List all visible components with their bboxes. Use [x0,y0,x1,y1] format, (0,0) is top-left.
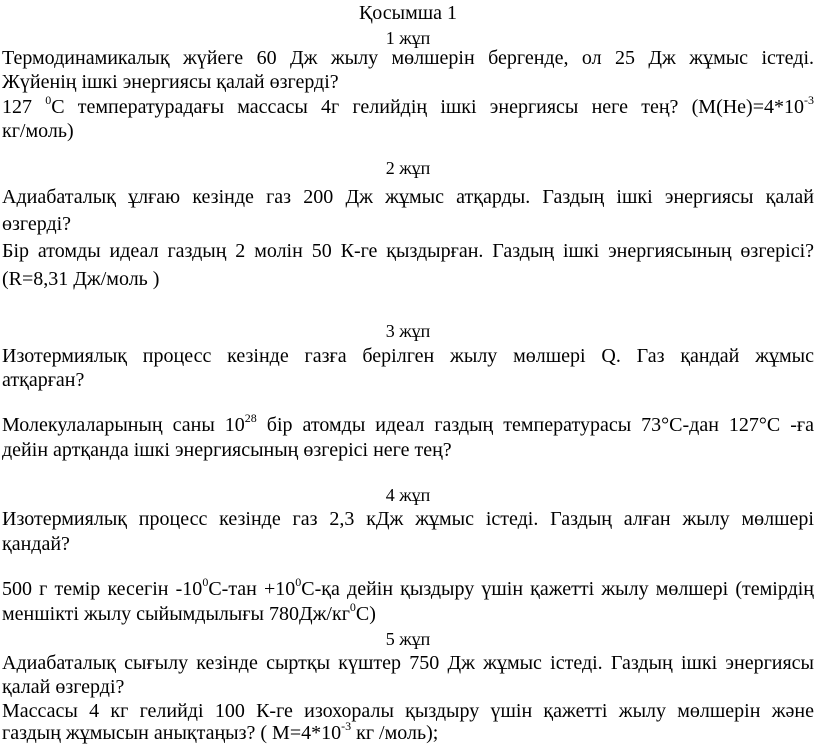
group-3-q2-line2: дейін артқанда ішкі энергиясының өзгерісі неге тең? [2,439,452,461]
group-1-q2-line1: 127 $^0$С температурадағы массасы 4г гелийдің ішкі энергиясы неге тең? ($M(He)=4*10^{-3}$ [2,93,814,118]
group-3-q1-line1: Изотермиялық процесс кезінде газға берілген жылу мөлшері Q. Газ қандай жұмыс [2,345,814,367]
doc-title: Қосымша 1 [358,2,458,24]
group-4-q1-line2: қандай? [2,533,70,555]
group-5-q1-line2: қалай өзгерді? [2,676,125,698]
group-2-q1-line1: Адиабаталық ұлғаю кезінде газ 200 Дж жұмыс атқарды. Газдың ішкі энергиясы қалай [2,186,814,208]
group-1-q1-line1: Термодинамикалық жүйеге 60 Дж жылу мөлшерін бергенде, ол 25 Дж жұмыс істеді. [2,47,814,69]
group-5-q2-line2: газдың жұмысын анықтаңыз? ( $M=4*10^{-3}$ кг /моль); [2,719,439,744]
group-3-q2-line1: Молекулаларының саны $10^{28}$ бір атомды идеал газдың температурасы 73°С-дан 127°С -ға [2,411,815,436]
group-4-label: 4 жұп [385,485,431,505]
group-4-q2-line2: меншікті жылу сыйымдылығы $780Дж/кг^0С$) [2,600,376,625]
group-3-q1-line2: атқарған? [2,369,85,391]
group-2-label: 2 жұп [385,158,431,178]
group-3-label: 3 жұп [385,321,431,341]
group-2-q1-line2: өзгерді? [2,213,72,235]
group-4-q2-line1: 500 г темір кесегін $-10^0С$-тан $+10^0С-қа$ дейін қыздыру үшін қажетті жылу мөлшері (темірдің [2,575,815,600]
group-1-q2-line2: кг/моль) [2,120,74,142]
group-2-q2-line1: Бір атомды идеал газдың 2 молін 50 К-ге қыздырған. Газдың ішкі энергиясының өзгерісі? [2,240,814,262]
group-5-q2-line1: Массасы 4 кг гелийді 100 К-ге изохоралы қыздыру үшін қажетті жылу мөлшерін және [2,700,814,722]
group-2-q2-line2: (R=8,31 Дж/моль ) [2,268,160,290]
group-5-label: 5 жұп [385,629,431,649]
group-1-q1-line2: Жүйенің ішкі энергиясы қалай өзгерді? [2,71,339,93]
group-1-label: 1 жұп [385,28,431,48]
group-4-q1-line1: Изотермиялық процесс кезінде газ 2,3 кДж жұмыс істеді. Газдың алған жылу мөлшері [2,508,814,530]
group-5-q1-line1: Адиабаталық сығылу кезінде сыртқы күштер 750 Дж жұмыс істеді. Газдың ішкі энергиясы [2,652,814,674]
